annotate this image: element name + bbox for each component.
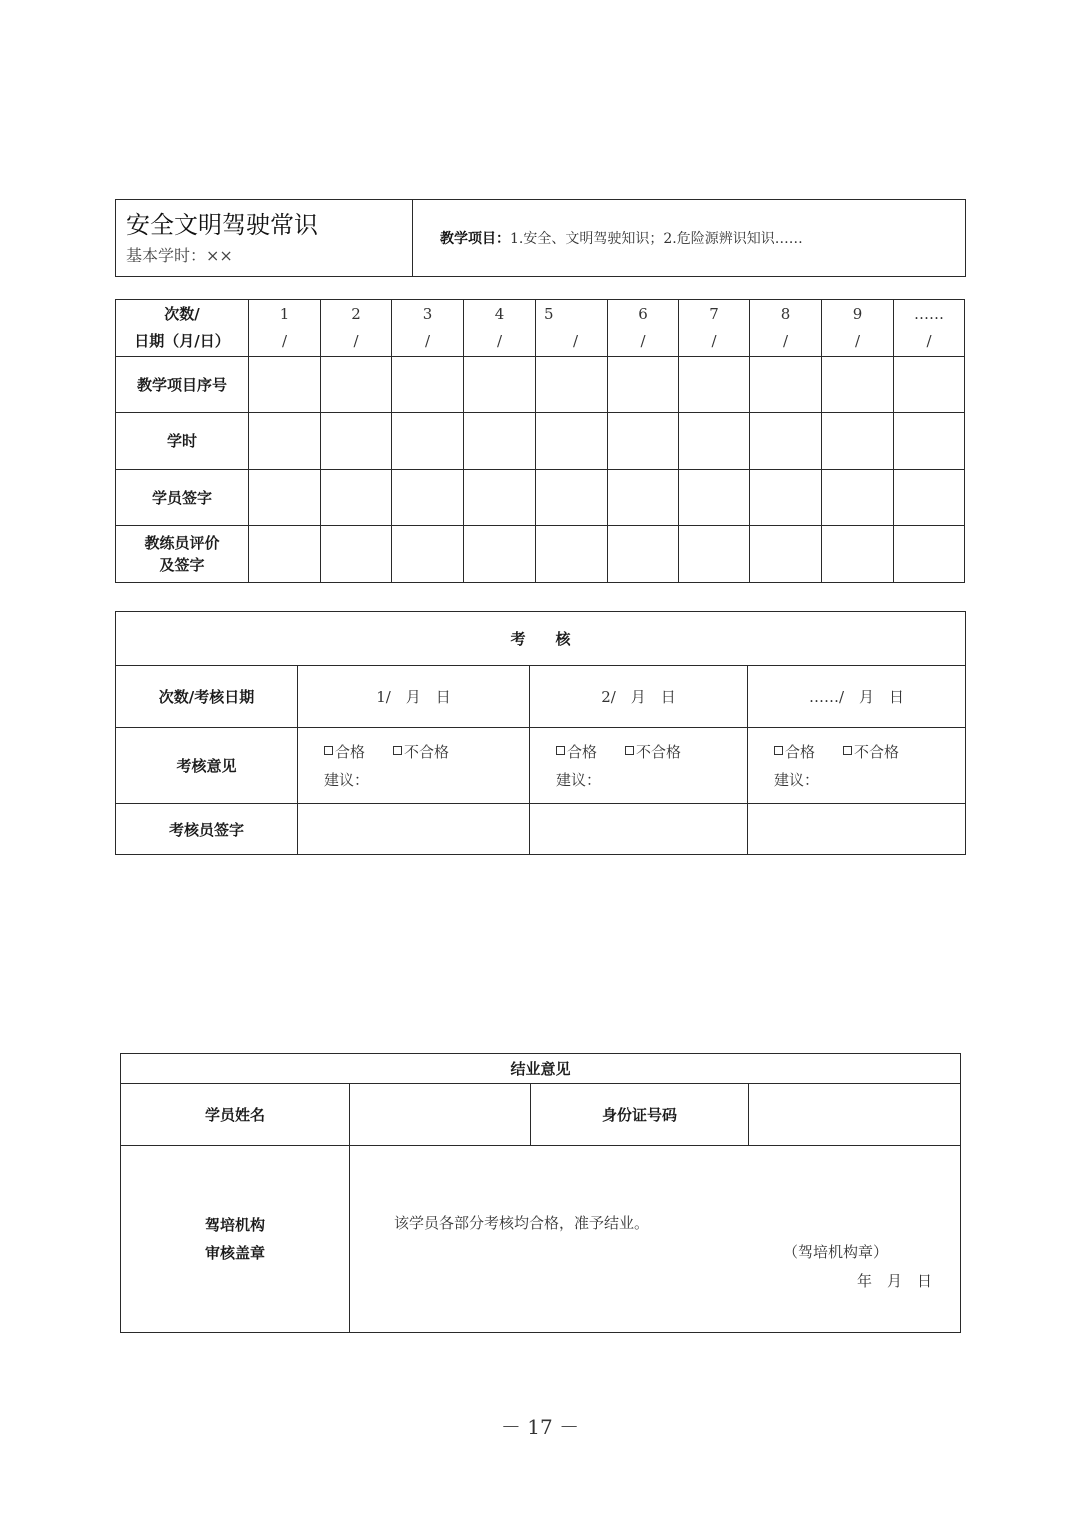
assessment-opinion-cell [530,728,748,804]
fail-label: 不合格 [636,742,682,761]
table-row [116,469,965,526]
signature-cell[interactable] [298,804,530,855]
assessment-table [115,611,966,855]
session-number: 4 [494,304,505,323]
entry-cell[interactable] [894,469,965,526]
table-row [116,356,965,413]
student-name-label: 学员姓名 [121,1084,350,1146]
entry-cell[interactable] [249,526,321,583]
assessment-opinion-cell [748,728,966,804]
coach-evaluation-line2: 及签字 [159,555,205,574]
session-date: / [281,331,288,350]
institution-label-line2: 审核盖章 [204,1244,265,1262]
session-column-header[interactable] [464,300,536,357]
entry-cell[interactable] [750,356,822,413]
entry-cell[interactable] [392,469,464,526]
session-date: / [711,331,717,350]
row-label-coach-evaluation [116,526,249,583]
session-date: / [782,331,789,350]
session-column-header[interactable] [536,300,608,357]
entry-cell[interactable] [608,413,679,470]
session-number: 5 [544,304,554,323]
session-column-header[interactable] [679,300,750,357]
course-header-table [115,199,966,277]
corner-label-count: 次数/ [164,304,200,323]
pass-checkbox[interactable] [324,746,333,755]
entry-cell[interactable] [392,356,464,413]
entry-cell[interactable] [464,469,536,526]
id-number-field[interactable] [749,1084,961,1146]
session-column-header[interactable] [321,300,392,357]
row-label-student-signature: 学员签字 [116,469,249,526]
assessor-signature-label: 考核员签字 [116,804,298,855]
entry-cell[interactable] [536,413,608,470]
session-column-header[interactable] [750,300,822,357]
entry-cell[interactable] [249,413,321,470]
entry-cell[interactable] [608,469,679,526]
entry-cell[interactable] [249,356,321,413]
course-title: 安全文明驾驶常识 [126,210,318,239]
session-number: 7 [709,304,719,323]
completion-statement: 该学员各部分考核均合格，准予结业。 [394,1214,650,1232]
pass-checkbox[interactable] [774,746,783,755]
teaching-projects-cell [413,200,966,277]
course-title-cell [116,200,413,277]
entry-cell[interactable] [894,526,965,583]
entry-cell[interactable] [392,526,464,583]
teaching-projects-text: 1.安全、文明驾驶知识；2.危险源辨识知识…… [510,231,803,247]
assessment-date-2[interactable]: 2/ 月 日 [530,666,748,728]
pass-label: 合格 [335,742,366,761]
session-number: 2 [351,304,361,323]
session-number: 6 [638,304,648,323]
session-date: / [926,331,932,350]
table-row [116,413,965,470]
fail-label: 不合格 [404,742,450,761]
entry-cell[interactable] [894,413,965,470]
completion-date: 年 月 日 [857,1272,933,1290]
assessment-date-row [116,666,966,728]
student-name-field[interactable] [350,1084,531,1146]
entry-cell[interactable] [464,413,536,470]
session-column-header[interactable] [894,300,965,357]
entry-cell[interactable] [536,356,608,413]
fail-checkbox[interactable] [393,746,402,755]
fail-checkbox[interactable] [843,746,852,755]
session-column-header[interactable] [392,300,464,357]
row-label-hours: 学时 [116,413,249,470]
session-header-row [116,300,965,357]
session-number: 8 [780,304,791,323]
completion-table [120,1053,961,1333]
entry-cell[interactable] [321,526,392,583]
session-record-table [115,299,965,583]
pass-checkbox[interactable] [556,746,565,755]
session-column-header[interactable] [249,300,321,357]
fail-checkbox[interactable] [625,746,634,755]
entry-cell[interactable] [822,526,894,583]
entry-cell[interactable] [750,526,822,583]
entry-cell[interactable] [321,356,392,413]
entry-cell[interactable] [679,413,750,470]
entry-cell[interactable] [536,526,608,583]
entry-cell[interactable] [608,526,679,583]
entry-cell[interactable] [822,356,894,413]
entry-cell[interactable] [822,469,894,526]
entry-cell[interactable] [679,356,750,413]
entry-cell[interactable] [679,469,750,526]
entry-cell[interactable] [321,413,392,470]
basic-hours: 基本学时：×× [126,245,233,265]
id-number-label: 身份证号码 [531,1084,749,1146]
pass-label: 合格 [785,742,816,761]
assessment-date-label: 次数/考核日期 [116,666,298,728]
fail-label: 不合格 [854,742,900,761]
entry-cell[interactable] [464,356,536,413]
session-date: / [424,331,431,350]
entry-cell[interactable] [249,469,321,526]
session-date: / [572,331,579,350]
coach-evaluation-line1: 教练员评价 [144,533,220,552]
entry-cell[interactable] [392,413,464,470]
session-date: / [496,331,503,350]
session-number: …… [914,304,944,323]
entry-cell[interactable] [822,413,894,470]
assessment-date-1[interactable]: 1/ 月 日 [298,666,530,728]
entry-cell[interactable] [894,356,965,413]
teaching-projects-label: 教学项目： [440,231,510,247]
table-row [116,526,965,583]
assessment-title: 考 核 [116,612,966,666]
session-number: 3 [422,304,433,323]
entry-cell[interactable] [679,526,750,583]
row-label-project-number: 教学项目序号 [116,356,249,413]
assessor-signature-row [116,804,966,855]
institution-label-line1: 驾培机构 [204,1216,265,1234]
suggestion-label[interactable]: 建议： [556,770,602,789]
assessment-date-more[interactable]: ……/ 月 日 [748,666,966,728]
session-date: / [854,331,861,350]
entry-cell[interactable] [608,356,679,413]
session-date: / [353,331,359,350]
session-corner-cell [116,300,249,357]
session-column-header[interactable] [608,300,679,357]
session-column-header[interactable] [822,300,894,357]
institution-seal-label [121,1146,350,1333]
completion-statement-cell[interactable] [350,1146,961,1333]
entry-cell[interactable] [750,413,822,470]
session-number: 1 [279,304,290,323]
entry-cell[interactable] [536,469,608,526]
signature-cell[interactable] [748,804,966,855]
session-date: / [640,331,646,350]
session-number: 9 [852,304,863,323]
suggestion-label[interactable]: 建议： [324,770,370,789]
signature-cell[interactable] [530,804,748,855]
completion-title: 结业意见 [121,1054,961,1084]
assessment-opinion-label: 考核意见 [116,728,298,804]
entry-cell[interactable] [464,526,536,583]
assessment-opinion-row [116,728,966,804]
page-number: － 17 － [500,1415,580,1439]
institution-seal-placeholder: （驾培机构章） [783,1243,889,1261]
pass-label: 合格 [567,742,598,761]
entry-cell[interactable] [750,469,822,526]
suggestion-label[interactable]: 建议： [774,770,820,789]
assessment-opinion-cell [298,728,530,804]
corner-label-date: 日期（月/日） [134,331,230,350]
entry-cell[interactable] [321,469,392,526]
